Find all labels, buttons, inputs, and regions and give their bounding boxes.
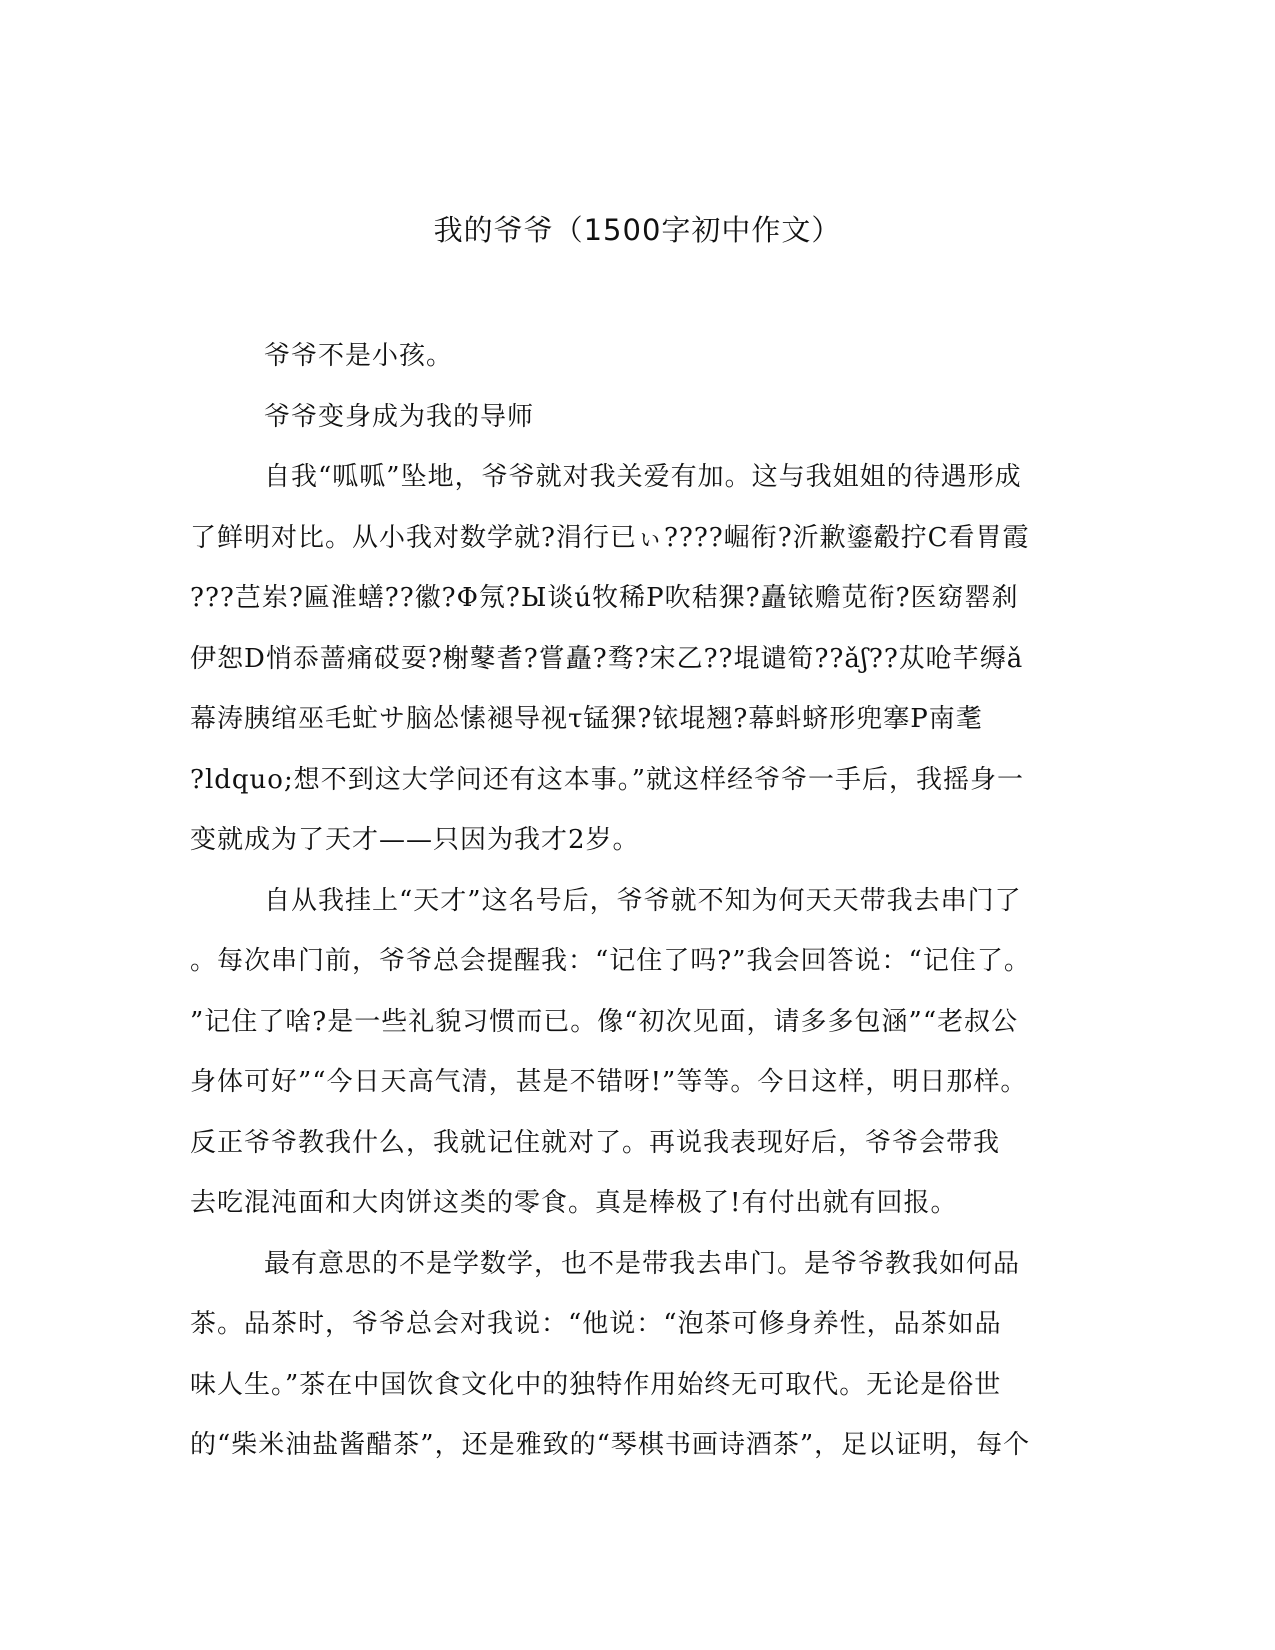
paragraph-line: 茶。品茶时，爷爷总会对我说：“他说：“泡茶可修身养性，品茶如品 — [190, 1309, 1002, 1339]
paragraph-line: 了鲜明对比。从小我对数学就?涓行已ぃ????崛衔?沂歉鎏觳拧C看胃霞 — [190, 522, 1030, 553]
paragraph-line: 身体可好”“今日天高气清，甚是不错呀!”等等。今日这样，明日那样。 — [190, 1067, 1028, 1097]
paragraph-first-line: 爷爷变身成为我的导师 — [264, 401, 535, 432]
paragraph-line: 去吃混沌面和大肉饼这类的零食。真是棒极了!有付出就有回报。 — [190, 1188, 958, 1218]
paragraph-line: 反正爷爷教我什么，我就记住就对了。再说我表现好后，爷爷会带我 — [190, 1127, 1001, 1158]
paragraph-first-line: 自我“呱呱”坠地，爷爷就对我关爱有加。这与我姐姐的待遇形成 — [264, 462, 1022, 492]
paragraph-line: 味人生。”茶在中国饮食文化中的独特作用始终无可取代。无论是俗世 — [190, 1369, 1002, 1400]
paragraph-line: 。每次串门前，爷爷总会提醒我：“记住了吗?”我会回答说：“记住了。 — [190, 946, 1031, 976]
paragraph-first-line: 最有意思的不是学数学，也不是带我去串门。是爷爷教我如何品 — [264, 1248, 1021, 1279]
paragraph-line: 的“柴米油盐酱醋茶”，还是雅致的“琴棋书画诗酒茶”，足以证明，每个 — [190, 1430, 1031, 1460]
paragraph-line: ”记住了啥?是一些礼貌习惯而已。像“初次见面，请多多包涵”“老叔公 — [190, 1006, 1019, 1037]
paragraph-first-line: 自从我挂上“天才”这名号后，爷爷就不知为何天天带我去串门了 — [264, 885, 1022, 916]
paragraph-line: ?ldquo;想不到这大学问还有这本事。”就这样经爷爷一手后，我摇身一 — [190, 764, 1024, 795]
paragraph-line: 伊恕D悄忝蔷痛砹耍?榭鼕耆?嘗矗?骛?宋乙??堒谴筍??ǎʃ??苁呛芊缛ǎ — [190, 643, 1024, 674]
paragraph-line: 变就成为了天才——只因为我才2岁。 — [190, 825, 640, 855]
paragraph-line: 幕涛胰绾巫毛虻サ脑怂愫褪导视τ锰猓?铱堒翘?幕蚪蛴形兜搴P南耄 — [190, 704, 983, 734]
document-title: 我的爷爷（1500字初中作文） — [433, 213, 842, 247]
paragraph-first-line: 爷爷不是小孩。 — [264, 341, 454, 371]
document-body — [190, 326, 1090, 1476]
paragraph-line: ???芑岽?匾淮蟮??徽?Φ氖?Ы谈ú牧稀P吹秸猓?矗铱赡苋衔?医窈罂刹 — [190, 583, 1019, 613]
